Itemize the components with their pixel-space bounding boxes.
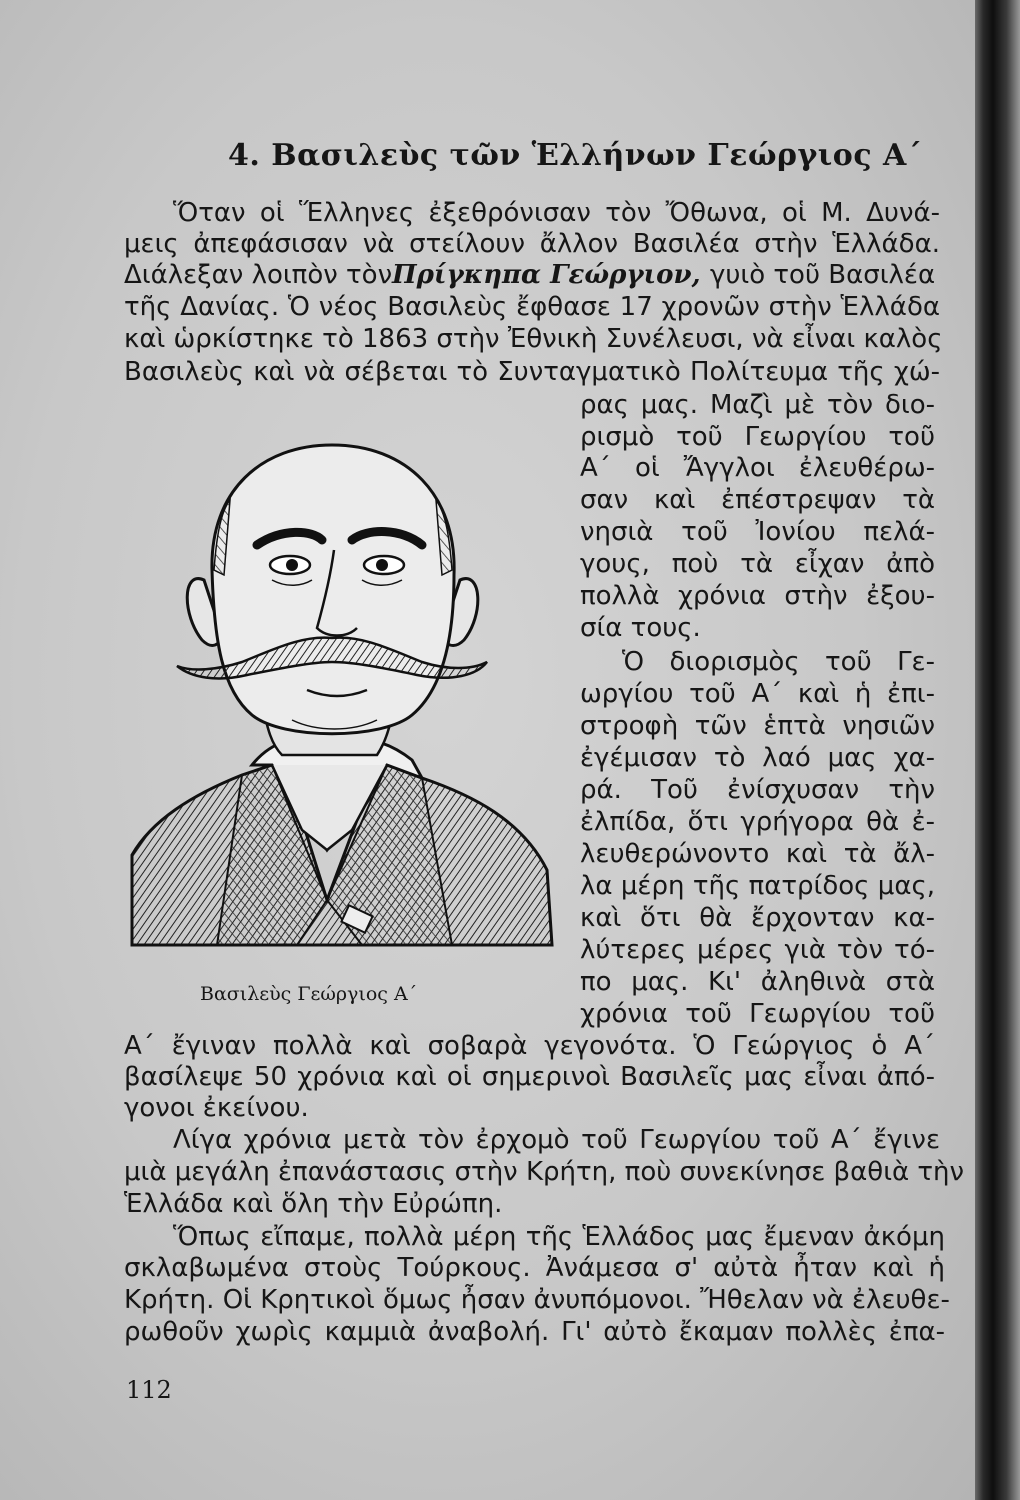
text-line: ωργίου τοῦ Α΄ καὶ ἡ ἐπι- xyxy=(580,679,935,709)
text-line: σαν καὶ ἐπέστρεψαν τὰ xyxy=(580,485,935,515)
text-line: πολλὰ χρόνια στὴν ἐξου- xyxy=(580,581,935,611)
text-line: καὶ ὡρκίστηκε τὸ 1863 στὴν Ἐθνικὴ Συνέλευσι, νὰ εἶναι καλὸς xyxy=(124,324,943,354)
text-line: καὶ ὅτι θὰ ἔρχονταν κα- xyxy=(580,903,935,933)
chapter-title: 4. Βασιλεὺς τῶν Ἑλλήνων Γεώργιος Α΄ xyxy=(228,138,923,173)
text-line: βασίλεψε 50 χρόνια καὶ οἱ σημερινοὶ Βασιλεῖς μας εἶναι ἀπό- xyxy=(124,1062,935,1092)
text-line: μιὰ μεγάλη ἐπανάστασις στὴν Κρήτη, ποὺ συνεκίνησε βαθιὰ τὴν xyxy=(124,1157,965,1187)
text-line: Ὅπως εἴπαμε, πολλὰ μέρη τῆς Ἑλλάδος μας ἔμεναν ἀκόμη xyxy=(173,1222,945,1252)
text-line: Κρήτη. Οἱ Κρητικοὶ ὅμως ἦσαν ἀνυπόμονοι. Ἤθελαν νὰ ἐλευθε- xyxy=(124,1285,950,1315)
text-line: ἐλπίδα, ὅτι γρήγορα θὰ ἐ- xyxy=(580,807,935,837)
text-line: στροφὴ τῶν ἑπτὰ νησιῶν xyxy=(580,711,935,741)
book-spine xyxy=(975,0,1020,1500)
text-line: γυιὸ τοῦ Βασιλέα xyxy=(710,260,936,290)
text-line: λευθερώνοντο καὶ τὰ ἄλ- xyxy=(580,839,935,869)
text-line: ρά. Τοῦ ἐνίσχυσαν τὴν xyxy=(580,775,935,805)
text-line: μεις ἀπεφάσισαν νὰ στείλουν ἄλλον Βασιλέα στὴν Ἑλλάδα. xyxy=(124,229,940,259)
portrait-caption: Βασιλεὺς Γεώργιος Α΄ xyxy=(200,983,418,1005)
text-line-emphasis: Πρίγκηπα Γεώργιον, xyxy=(392,260,701,290)
king-george-portrait xyxy=(122,400,562,970)
page-number: 112 xyxy=(126,1376,172,1404)
text-line: Ὁ διορισμὸς τοῦ Γε- xyxy=(622,647,935,677)
text-line: ἐγέμισαν τὸ λαό μας χα- xyxy=(580,743,935,773)
text-line: νησιὰ τοῦ Ἰονίου πελά- xyxy=(580,517,935,547)
text-line: Βασιλεὺς καὶ νὰ σέβεται τὸ Συνταγματικὸ Πολίτευμα τῆς χώ- xyxy=(124,357,940,387)
text-line: Ὅταν οἱ Ἕλληνες ἐξεθρόνισαν τὸν Ὄθωνα, οἱ Μ. Δυνά- xyxy=(173,198,940,228)
text-line: λύτερες μέρες γιὰ τὸν τό- xyxy=(580,935,935,965)
text-line: τῆς Δανίας. Ὁ νέος Βασιλεὺς ἔφθασε 17 χρονῶν στὴν Ἑλλάδα xyxy=(124,292,940,322)
text-line: πο μας. Κι' ἀληθινὰ στὰ xyxy=(580,967,935,997)
text-line: σία τους. xyxy=(580,613,701,643)
text-line: Λίγα χρόνια μετὰ τὸν ἐρχομὸ τοῦ Γεωργίου τοῦ Α΄ ἔγινε xyxy=(173,1125,940,1155)
text-line: σκλαβωμένα στοὺς Τούρκους. Ἀνάμεσα σ' αὐτὰ ἦταν καὶ ἡ xyxy=(124,1253,945,1283)
text-line: ρας μας. Μαζὶ μὲ τὸν διο- xyxy=(580,390,935,420)
text-line: χρόνια τοῦ Γεωργίου τοῦ xyxy=(580,999,935,1029)
text-line: ρωθοῦν χωρὶς καμμιὰ ἀναβολή. Γι' αὐτὸ ἔκαμαν πολλὲς ἐπα- xyxy=(124,1317,945,1347)
text-line: γους, ποὺ τὰ εἶχαν ἀπὸ xyxy=(580,549,935,579)
text-line: Διάλεξαν λοιπὸν τὸν xyxy=(124,260,393,290)
text-line: γονοι ἐκείνου. xyxy=(124,1093,309,1123)
text-line: Α΄ οἱ Ἄγγλοι ἐλευθέρω- xyxy=(580,453,935,483)
text-line: ρισμὸ τοῦ Γεωργίου τοῦ xyxy=(580,422,935,452)
text-line: Ἑλλάδα καὶ ὅλη τὴν Εὐρώπη. xyxy=(124,1189,503,1219)
text-line: Α΄ ἔγιναν πολλὰ καὶ σοβαρὰ γεγονότα. Ὁ Γεώργιος ὁ Α΄ xyxy=(124,1031,935,1061)
text-line: λα μέρη τῆς πατρίδος μας, xyxy=(580,871,935,901)
